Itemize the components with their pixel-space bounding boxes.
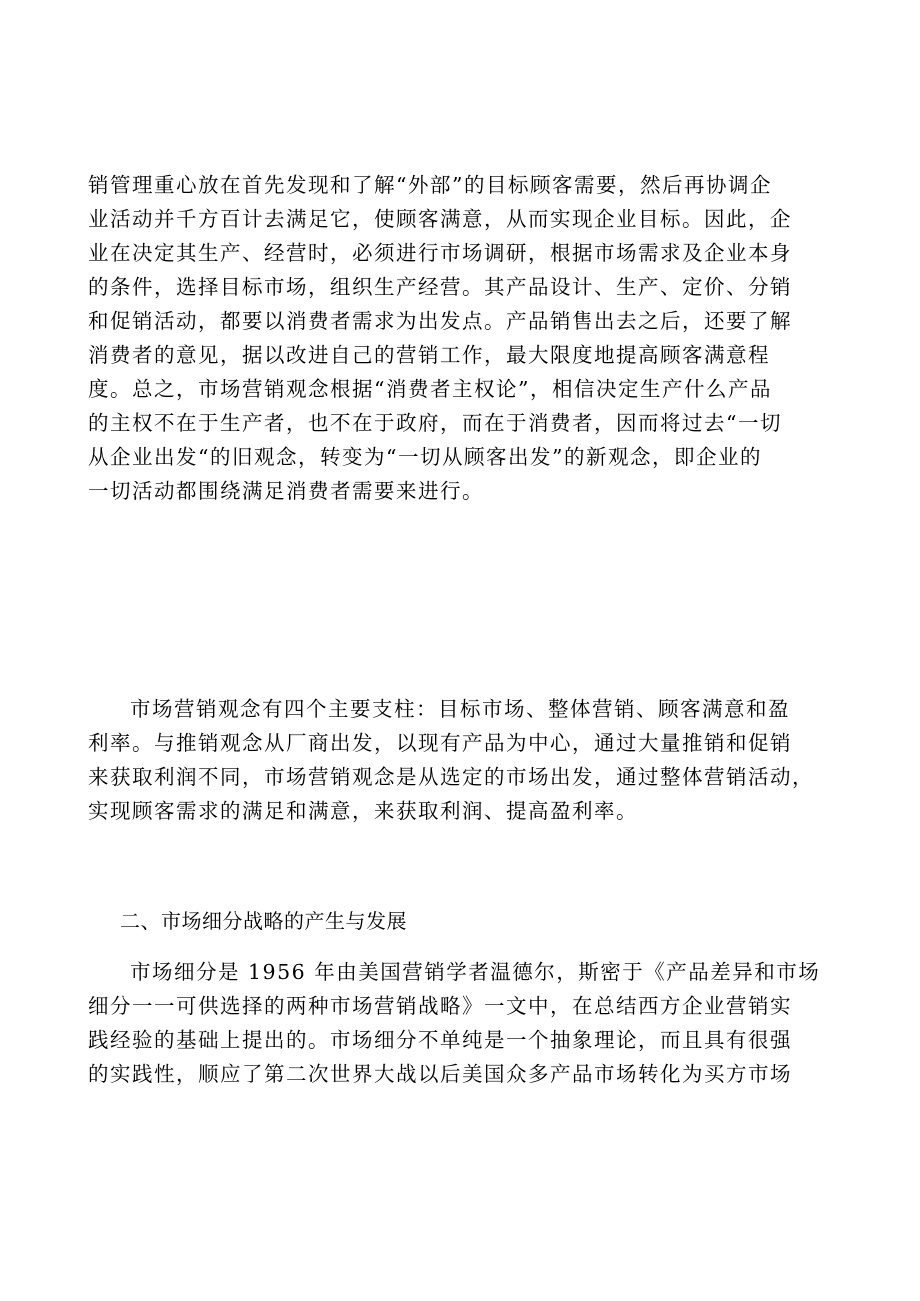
text-line: 市场细分是 1956 年由美国营销学者温德尔，斯密于《产品差异和市场 (130, 960, 821, 984)
text-line: 市场营销观念有四个主要支柱：目标市场、整体营销、顾客满意和盈 (130, 697, 790, 721)
text-line: 消费者的意见，据以改进自己的营销工作，最大限度地提高顾客满意程 (88, 343, 770, 367)
paragraph-3 (88, 955, 848, 1091)
text-line: 利率。与推销观念从厂商出发，以现有产品为中心，通过大量推销和促销 (88, 731, 792, 755)
text-line: 和促销活动，都要以消费者需求为出发点。产品销售出去之后，还要了解 (88, 309, 792, 333)
section-heading: 二、市场细分战略的产生与发展 (120, 909, 407, 933)
text-line: 业活动并千方百计去满足它，使顾客满意，从而实现企业目标。因此，企 (88, 207, 792, 231)
text-line: 一切活动都围绕满足消费者需要来进行。 (88, 479, 484, 503)
text-line: 的主权不在于生产者，也不在于政府，而在于消费者，因而将过去“一切 (88, 411, 782, 435)
text-line: 来获取利润不同，市场营销观念是从选定的市场出发，通过整体营销活动， (88, 765, 814, 789)
text-line: 销管理重心放在首先发现和了解“外部”的目标顾客需要，然后再协调企 (88, 173, 772, 197)
text-line: 度。总之，市场营销观念根据“消费者主权论”，相信决定生产什么产品 (88, 377, 772, 401)
paragraph-2 (88, 692, 848, 828)
text-line: 业在决定其生产、经营时，必须进行市场调研，根据市场需求及企业本身 (88, 241, 792, 265)
text-line: 践经验的基础上提出的。市场细分不单纯是一个抽象理论，而且具有很强 (88, 1028, 792, 1052)
text-line: 细分一一可供选择的两种市场营销战略》一文中，在总结西方企业营销实 (88, 994, 792, 1018)
text-line: 的条件，选择目标市场，组织生产经营。其产品设计、生产、定价、分销 (88, 275, 792, 299)
paragraph-1 (88, 168, 848, 508)
text-line: 从企业出发“的旧观念，转变为“一切从顾客出发”的新观念，即企业的 (88, 445, 762, 469)
text-line: 的实践性，顺应了第二次世界大战以后美国众多产品市场转化为买方市场 (88, 1062, 792, 1086)
text-line: 实现顾客需求的满足和满意，来获取利润、提高盈利率。 (88, 799, 638, 823)
